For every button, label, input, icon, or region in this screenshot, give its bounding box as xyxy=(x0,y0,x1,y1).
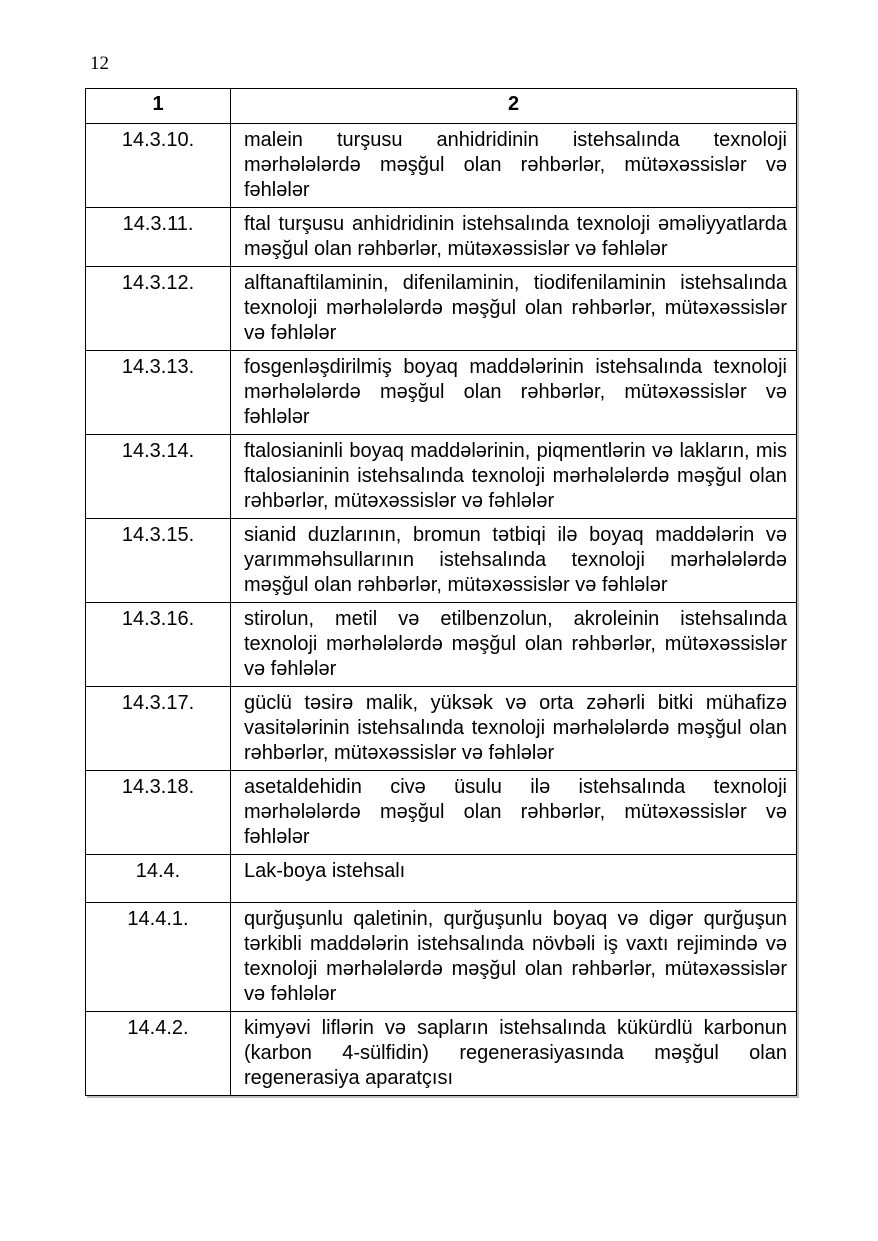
row-description-cell: ftal turşusu anhidridinin istehsalında texnoloji əməliyyatlarda məşğul olan rəhbərlər, mütəxəssislər və fəhlələr xyxy=(231,208,797,267)
row-code-cell: 14.3.10. xyxy=(86,124,231,208)
table-row xyxy=(86,519,797,603)
table-body xyxy=(86,124,797,1096)
table-row xyxy=(86,687,797,771)
row-description-cell: stirolun, metil və etilbenzolun, akroleinin istehsalında texnoloji mərhələlərdə məşğul olan rəhbərlər, mütəxəssislər və fəhlələr xyxy=(231,603,797,687)
table-row xyxy=(86,1012,797,1096)
row-code-cell: 14.3.14. xyxy=(86,435,231,519)
row-description-cell: Lak-boya istehsalı xyxy=(231,855,797,903)
row-code-cell: 14.4.2. xyxy=(86,1012,231,1096)
row-code-cell: 14.3.18. xyxy=(86,771,231,855)
table-row xyxy=(86,351,797,435)
row-code-cell: 14.3.15. xyxy=(86,519,231,603)
table-row xyxy=(86,208,797,267)
row-description-cell: qurğuşunlu qaletinin, qurğuşunlu boyaq və digər qurğuşun tərkibli maddələrin istehsalında növbəli iş vaxtı rejimində və texnoloji mərhələlərdə məşğul olan rəhbərlər, mütəxəssislər və fəhlələr xyxy=(231,903,797,1012)
row-description-cell: alftanaftilaminin, difenilaminin, tiodifenilaminin istehsalında texnoloji mərhələlərdə məşğul olan rəhbərlər, mütəxəssislər və fəhlələr xyxy=(231,267,797,351)
row-description-cell: güclü təsirə malik, yüksək və orta zəhərli bitki mühafizə vasitələrinin istehsalında texnoloji mərhələlərdə məşğul olan rəhbərlər, mütəxəssislər və fəhlələr xyxy=(231,687,797,771)
row-description-cell: kimyəvi liflərin və sapların istehsalında kükürdlü karbonun (karbon 4-sülfidin) regenerasiyasında məşğul olan regenerasiya aparatçısı xyxy=(231,1012,797,1096)
row-code-cell: 14.3.16. xyxy=(86,603,231,687)
row-code-cell: 14.3.17. xyxy=(86,687,231,771)
row-description-cell: ftalosianinli boyaq maddələrinin, piqmentlərin və lakların, mis ftalosianinin istehsalında texnoloji mərhələlərdə məşğul olan rəhbərlər, mütəxəssislər və fəhlələr xyxy=(231,435,797,519)
occupations-table xyxy=(85,88,797,1096)
row-code-cell: 14.3.11. xyxy=(86,208,231,267)
row-code-cell: 14.4. xyxy=(86,855,231,903)
row-code-cell: 14.4.1. xyxy=(86,903,231,1012)
column-header-description: 2 xyxy=(231,89,797,124)
table-row xyxy=(86,855,797,903)
column-header-code: 1 xyxy=(86,89,231,124)
row-code-cell: 14.3.13. xyxy=(86,351,231,435)
table-row xyxy=(86,603,797,687)
table-row xyxy=(86,435,797,519)
row-description-cell: sianid duzlarının, bromun tətbiqi ilə boyaq maddələrin və yarımməhsullarının istehsalında texnoloji mərhələlərdə məşğul olan rəhbərlər, mütəxəssislər və fəhlələr xyxy=(231,519,797,603)
row-code-cell: 14.3.12. xyxy=(86,267,231,351)
table-row xyxy=(86,267,797,351)
table-header-row xyxy=(86,89,797,124)
table-row xyxy=(86,903,797,1012)
row-description-cell: malein turşusu anhidridinin istehsalında texnoloji mərhələlərdə məşğul olan rəhbərlər, mütəxəssislər və fəhlələr xyxy=(231,124,797,208)
table-row xyxy=(86,124,797,208)
row-description-cell: asetaldehidin civə üsulu ilə istehsalında texnoloji mərhələlərdə məşğul olan rəhbərlər, mütəxəssislər və fəhlələr xyxy=(231,771,797,855)
page-number: 12 xyxy=(90,53,109,74)
table-row xyxy=(86,771,797,855)
row-description-cell: fosgenləşdirilmiş boyaq maddələrinin istehsalında texnoloji mərhələlərdə məşğul olan rəhbərlər, mütəxəssislər və fəhlələr xyxy=(231,351,797,435)
